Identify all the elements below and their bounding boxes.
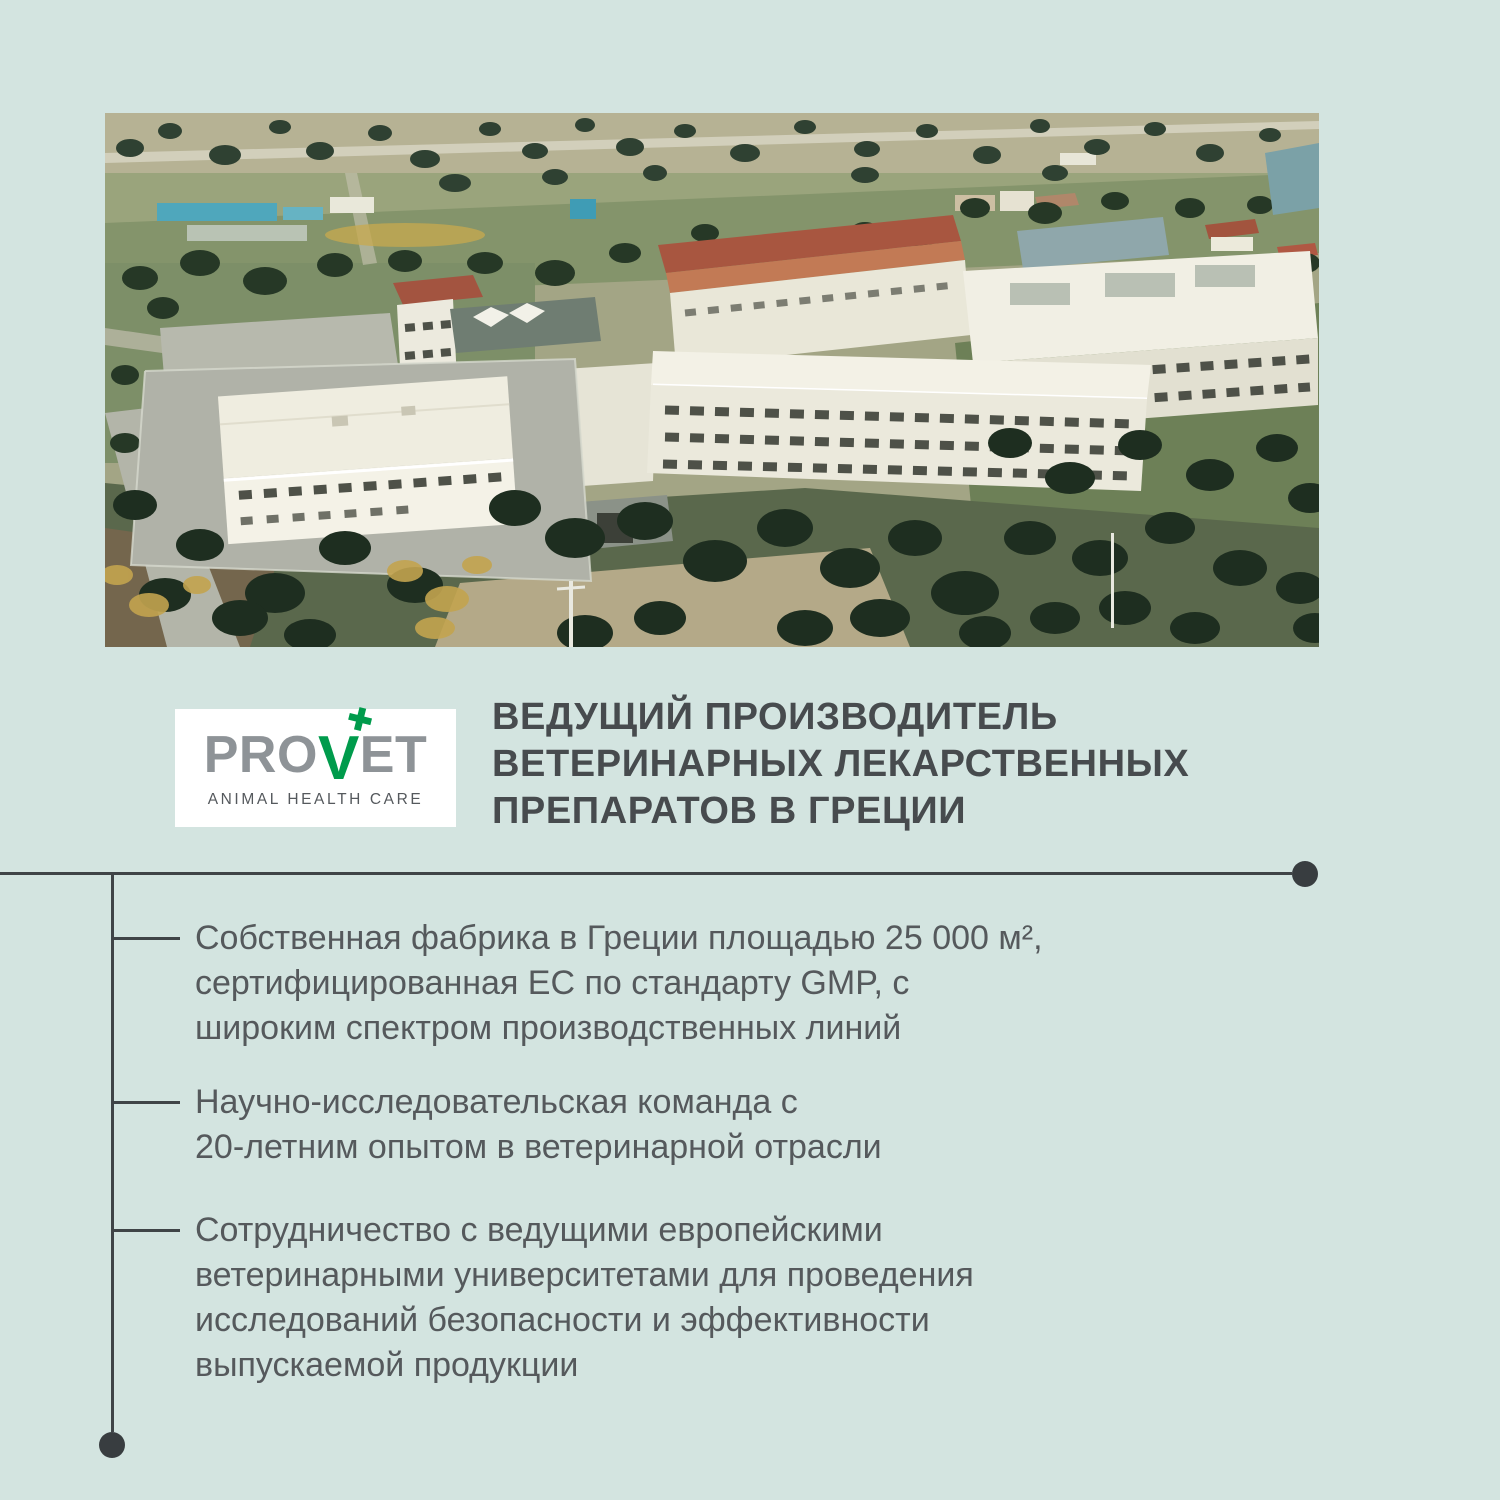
timeline-dot-bottom	[99, 1432, 125, 1458]
logo-cross-icon: ✚	[343, 701, 377, 740]
logo-tagline: ANIMAL HEALTH CARE	[207, 790, 424, 808]
logo-v-mark	[317, 701, 377, 794]
logo-wordmark	[203, 701, 428, 794]
divider-dot-right	[1292, 861, 1318, 887]
divider-horizontal	[0, 872, 1292, 875]
bullet-line: Собственная фабрика в Греции площадью 25 000 м²,	[195, 919, 1043, 957]
bullet-line: ветеринарными университетами для проведения	[195, 1256, 974, 1294]
timeline-vertical-line	[111, 872, 114, 1432]
bullet-line: выпускаемой продукции	[195, 1346, 579, 1384]
factory-aerial-photo	[105, 113, 1319, 647]
title-line-1: ВЕДУЩИЙ ПРОИЗВОДИТЕЛЬ	[492, 696, 1058, 738]
bullet-line: Научно-исследовательская команда с	[195, 1083, 798, 1121]
bullet-tick-1	[112, 937, 180, 940]
logo-v-letter: V	[317, 724, 360, 794]
factory-photo-illustration	[105, 113, 1319, 647]
bullet-item-universities	[195, 1208, 974, 1388]
bullet-item-research-team	[195, 1080, 882, 1170]
page-title	[492, 694, 1189, 835]
logo-letters-pre: PRO	[203, 726, 318, 785]
bullet-line: Сотрудничество с ведущими европейскими	[195, 1211, 883, 1249]
bullet-line: широким спектром производственных линий	[195, 1009, 902, 1047]
logo-letters-post: ET	[359, 726, 428, 785]
bullet-line: сертифицированная ЕС по стандарту GMP, с	[195, 964, 910, 1002]
bullet-item-factory	[195, 916, 1043, 1051]
bullet-line: исследований безопасности и эффективности	[195, 1301, 930, 1339]
title-line-3: ПРЕПАРАТОВ В ГРЕЦИИ	[492, 790, 967, 832]
title-line-2: ВЕТЕРИНАРНЫХ ЛЕКАРСТВЕННЫХ	[492, 743, 1190, 785]
bullet-line: 20-летним опытом в ветеринарной отрасли	[195, 1128, 882, 1166]
warehouse-building	[218, 376, 518, 544]
bullet-tick-2	[112, 1101, 180, 1104]
provet-logo-card	[175, 701, 456, 827]
bullet-tick-3	[112, 1229, 180, 1232]
